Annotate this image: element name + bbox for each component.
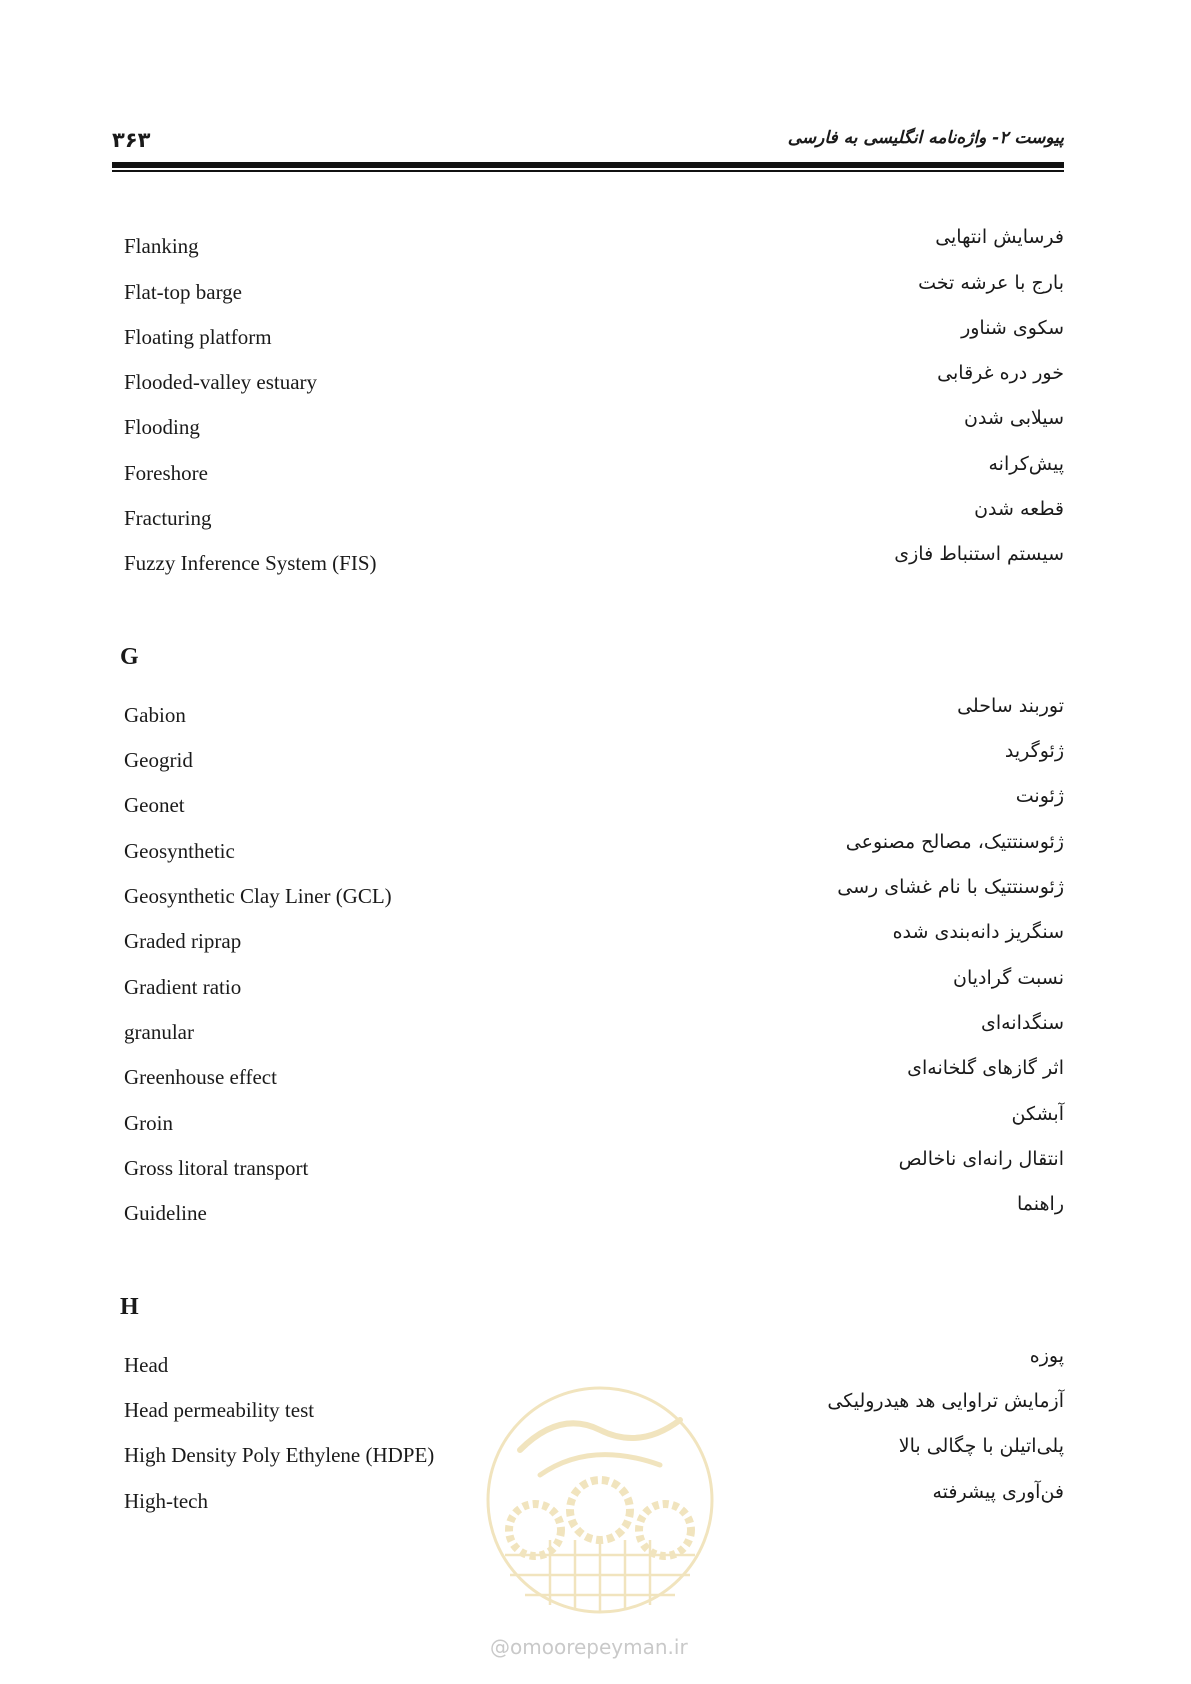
glossary-entry <box>124 1057 1064 1097</box>
persian-term: پلی‌اتیلن با چگالی بالا <box>898 1435 1064 1457</box>
persian-term: فرسایش انتهایی <box>935 226 1064 248</box>
persian-term: بارج با عرشه تخت <box>918 272 1064 294</box>
glossary-entry <box>124 967 1064 1007</box>
glossary-entry <box>124 1148 1064 1188</box>
persian-term: راهنما <box>1017 1193 1064 1215</box>
glossary-entry <box>124 543 1064 583</box>
glossary-entry <box>124 453 1064 493</box>
glossary-entry <box>124 876 1064 916</box>
persian-term: سیلابی شدن <box>963 407 1064 429</box>
glossary-entry <box>124 272 1064 312</box>
running-title: پیوست ۲- واژه‌نامه انگلیسی به فارسی <box>787 128 1064 148</box>
english-term: Head permeability test <box>124 1398 315 1422</box>
english-term: Foreshore <box>124 461 208 485</box>
section-heading-g: G <box>120 644 139 670</box>
persian-term: فن‌آوری پیشرفته <box>932 1481 1064 1503</box>
glossary-entry <box>124 362 1064 402</box>
persian-term: قطعه شدن <box>974 498 1064 520</box>
english-term: Flat-top barge <box>124 280 243 304</box>
english-term: Gabion <box>124 703 186 727</box>
glossary-entry <box>124 831 1064 871</box>
persian-term: انتقال رانه‌ای ناخالص <box>898 1148 1064 1170</box>
english-term: Flooded-valley estuary <box>124 370 318 394</box>
english-term: Floating platform <box>124 325 272 349</box>
glossary-entry <box>124 1012 1064 1052</box>
glossary-entry <box>124 317 1064 357</box>
persian-term: اثر گازهای گلخانه‌ای <box>907 1057 1064 1079</box>
persian-term: ژئونت <box>1015 785 1064 807</box>
section-heading-h: H <box>120 1294 139 1320</box>
english-term: Geonet <box>124 793 185 817</box>
header-rule-thick <box>112 162 1064 168</box>
persian-term: توربند ساحلی <box>957 695 1064 717</box>
english-term: Graded riprap <box>124 929 242 953</box>
english-term: Gradient ratio <box>124 975 242 999</box>
english-term: Fracturing <box>124 506 212 530</box>
glossary-entry <box>124 1103 1064 1143</box>
english-term: Flooding <box>124 415 200 439</box>
english-term: High Density Poly Ethylene (HDPE) <box>124 1443 435 1467</box>
persian-term: ژئوگرید <box>1004 740 1064 762</box>
persian-term: سنگدانه‌ای <box>980 1012 1064 1034</box>
english-term: High-tech <box>124 1489 208 1513</box>
header-rule-thin <box>112 170 1064 172</box>
persian-term: خور دره غرقابی <box>937 362 1064 384</box>
persian-term: سنگریز دانه‌بندی شده <box>892 921 1064 943</box>
english-term: Geogrid <box>124 748 193 772</box>
english-term: granular <box>124 1020 194 1044</box>
glossary-entry <box>124 407 1064 447</box>
persian-term: ژئوسنتتیک با نام غشای رسی <box>837 876 1064 898</box>
glossary-entry <box>124 1345 1064 1385</box>
persian-term: ژئوسنتتیک، مصالح مصنوعی <box>845 831 1064 853</box>
persian-term: آزمایش تراوایی هد هیدرولیکی <box>827 1390 1064 1412</box>
glossary-entry <box>124 785 1064 825</box>
persian-term: نسبت گرادیان <box>953 967 1064 989</box>
persian-term: سکوی شناور <box>961 317 1064 339</box>
english-term: Groin <box>124 1111 173 1135</box>
persian-term: سیستم استنباط فازی <box>894 543 1064 565</box>
page-header <box>112 122 1064 162</box>
english-term: Greenhouse effect <box>124 1065 277 1089</box>
glossary-entry <box>124 498 1064 538</box>
page-number: ۳۶۳ <box>112 128 151 152</box>
persian-term: آبشکن <box>1011 1103 1064 1125</box>
english-term: Flanking <box>124 234 199 258</box>
persian-term: پوزه <box>1029 1345 1064 1367</box>
english-term: Geosynthetic Clay Liner (GCL) <box>124 884 392 908</box>
glossary-entry <box>124 740 1064 780</box>
glossary-entry <box>124 1193 1064 1233</box>
english-term: Geosynthetic <box>124 839 235 863</box>
watermark-url: @omoorepeyman.ir <box>490 1635 688 1659</box>
english-term: Head <box>124 1353 169 1377</box>
english-term: Fuzzy Inference System (FIS) <box>124 551 377 575</box>
glossary-entry <box>124 921 1064 961</box>
persian-term: پیش‌کرانه <box>988 453 1064 475</box>
glossary-entry <box>124 695 1064 735</box>
glossary-entry <box>124 226 1064 266</box>
english-term: Guideline <box>124 1201 207 1225</box>
english-term: Gross litoral transport <box>124 1156 309 1180</box>
